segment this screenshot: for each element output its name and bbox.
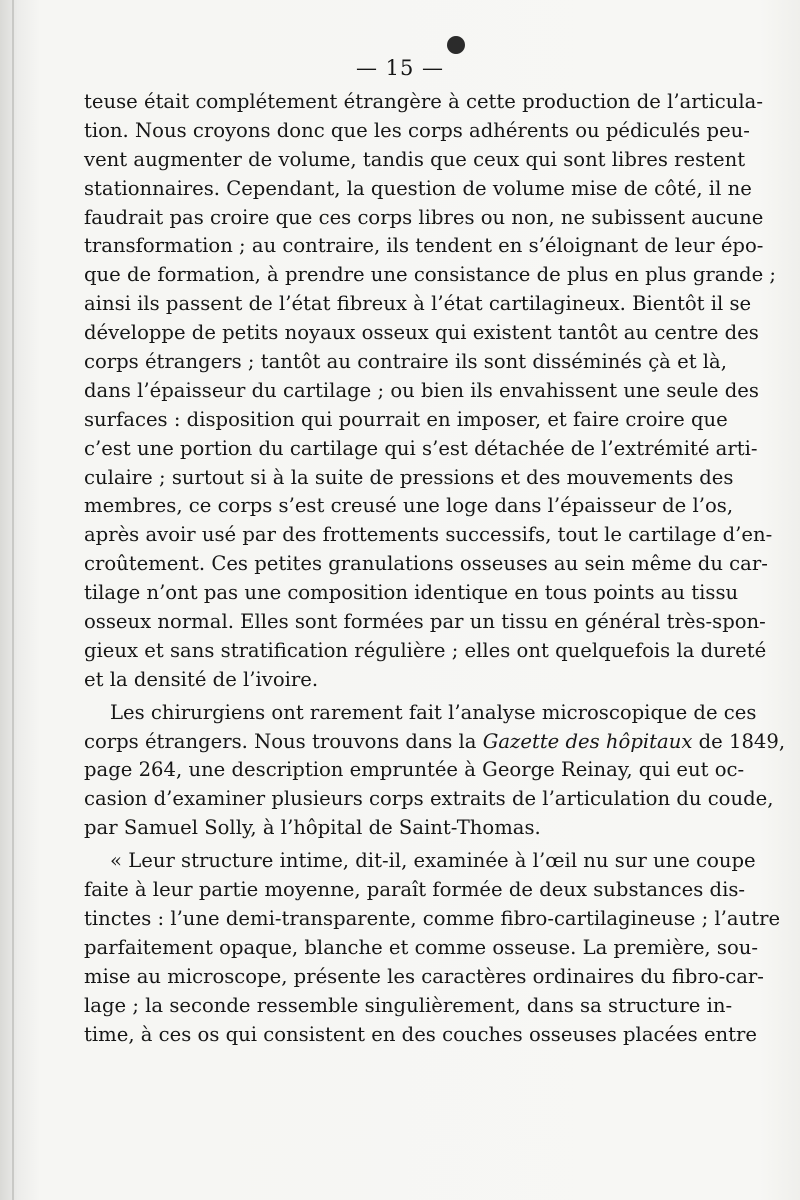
text-line: transformation ; au contraire, ils tendent en s’éloignant de leur épo- <box>84 234 764 258</box>
text-line: membres, ce corps s’est creusé une loge dans l’épaisseur de l’os, <box>84 494 734 518</box>
text-line <box>84 728 786 757</box>
text-line: après avoir usé par des frottements successifs, tout le cartilage d’en- <box>84 523 773 547</box>
text-line: tinctes : l’une demi-transparente, comme fibro-cartilagineuse ; l’autre <box>84 906 781 930</box>
text-line: dans l’épaisseur du cartilage ; ou bien ils envahissent une seule des <box>84 378 759 402</box>
journal-title: Gazette des hôpitaux <box>482 729 693 753</box>
text-line: teuse était complétement étrangère à cette production de l’articula- <box>84 90 763 113</box>
page-edge-shadow <box>12 0 14 1200</box>
text-line: lage ; la seconde ressemble singulièrement, dans sa structure in- <box>84 993 733 1017</box>
text-line: que de formation, à prendre une consistance de plus en plus grande ; <box>84 263 777 287</box>
text-line: développe de petits noyaux osseux qui existent tantôt au centre des <box>84 321 759 345</box>
text-line: gieux et sans stratification régulière ; elles ont quelquefois la dureté <box>84 638 767 662</box>
text-line: parfaitement opaque, blanche et comme osseuse. La première, sou- <box>84 935 758 959</box>
text-line: casion d’examiner plusieurs corps extraits de l’articulation du coude, <box>84 787 774 811</box>
text-run: corps étrangers. Nous trouvons dans la <box>84 729 483 753</box>
text-line: vent augmenter de volume, tandis que ceux qui sont libres restent <box>84 147 746 171</box>
text-line: page 264, une description empruntée à George Reinay, qui eut oc- <box>84 758 745 782</box>
text-line: osseux normal. Elles sont formées par un tissu en général très-spon- <box>84 610 766 634</box>
text-line: stationnaires. Cependant, la question de volume mise de côté, il ne <box>84 176 752 200</box>
text-line: faite à leur partie moyenne, paraît formée de deux substances dis- <box>84 878 746 902</box>
text-line: et la densité de l’ivoire. <box>84 667 319 691</box>
text-line: faudrait pas croire que ces corps libres ou non, ne subissent aucune <box>84 205 764 229</box>
text-line: ainsi ils passent de l’état fibreux à l’état cartilagineux. Bientôt il se <box>84 292 752 316</box>
text-line: Les chirurgiens ont rarement fait l’analyse microscopique de ces <box>110 700 757 724</box>
text-line: culaire ; surtout si à la suite de pressions et des mouvements des <box>84 465 734 489</box>
paragraph-2 <box>84 699 786 843</box>
text-line: tion. Nous croyons donc que les corps adhérents ou pédiculés peu- <box>84 118 750 142</box>
text-line: c’est une portion du cartilage qui s’est détachée de l’extrémité arti- <box>84 436 758 460</box>
text-line: time, à ces os qui consistent en des couches osseuses placées entre <box>84 1022 757 1046</box>
ink-spot <box>447 36 465 54</box>
text-line: par Samuel Solly, à l’hôpital de Saint-Thomas. <box>84 816 541 840</box>
text-line: croûtement. Ces petites granulations osseuses au sein même du car- <box>84 552 768 576</box>
text-line: mise au microscope, présente les caractères ordinaires du fibro-car- <box>84 964 764 988</box>
paragraph-3 <box>84 847 781 1049</box>
text-line: « Leur structure intime, dit-il, examinée à l’œil nu sur une coupe <box>110 849 756 873</box>
text-line: surfaces : disposition qui pourrait en imposer, et faire croire que <box>84 407 728 431</box>
text-line: tilage n’ont pas une composition identique en tous points au tissu <box>84 581 739 605</box>
page-number: — 15 — <box>355 56 445 80</box>
paragraph-1 <box>84 88 777 695</box>
text-line: corps étrangers ; tantôt au contraire ils sont disséminés çà et là, <box>84 350 727 374</box>
text-run: de 1849, <box>692 729 786 753</box>
body-text <box>84 88 786 1049</box>
